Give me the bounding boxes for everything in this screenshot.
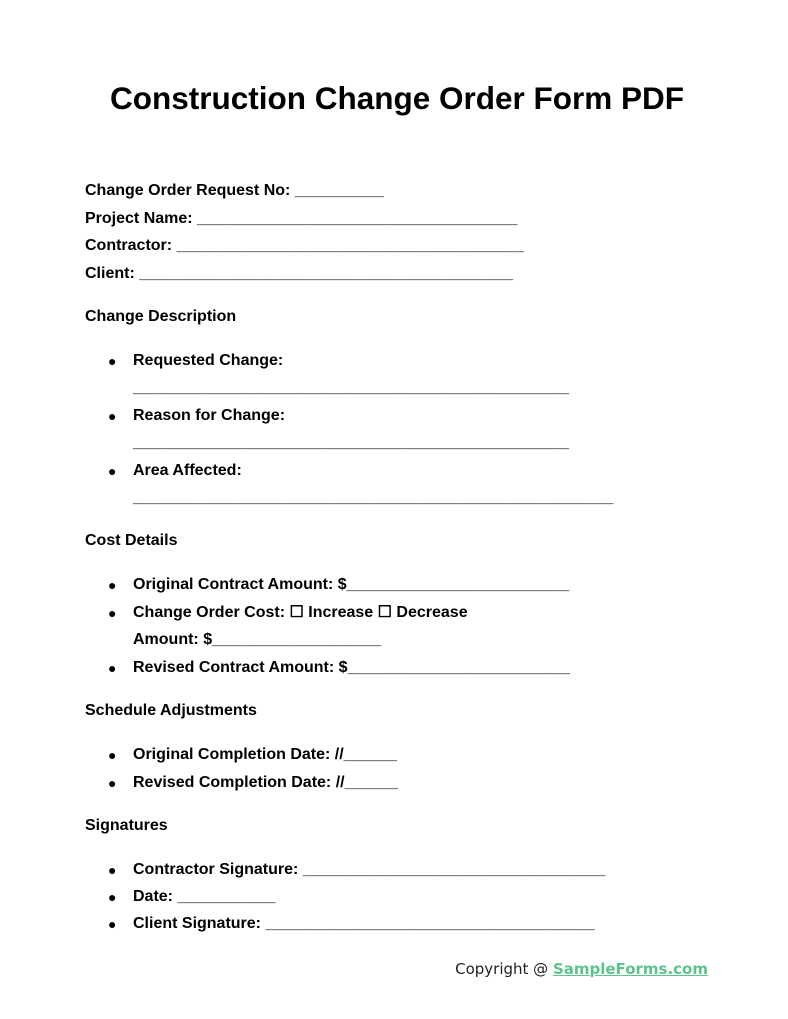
change-order-amount[interactable]: Amount: $___________________ bbox=[133, 631, 382, 648]
field-blank[interactable]: ____________________________________ bbox=[197, 210, 518, 227]
field-blank[interactable]: _______________________________________ bbox=[176, 237, 524, 254]
list-item-revised-completion-date[interactable] bbox=[108, 773, 398, 793]
bullet-icon: ● bbox=[108, 463, 117, 479]
field-label: Change Order Request No: bbox=[85, 182, 291, 199]
field-blank[interactable]: __________ bbox=[294, 182, 384, 199]
section-heading-signatures: Signatures bbox=[85, 817, 168, 834]
bullet-icon: ● bbox=[108, 747, 117, 763]
bullet-icon: ● bbox=[108, 408, 117, 424]
item-text[interactable]: Revised Contract Amount: $_________________________ bbox=[133, 659, 571, 676]
requested-change-line[interactable]: _________________________________________________ bbox=[133, 379, 570, 396]
bullet-icon: ● bbox=[108, 862, 117, 878]
item-label: Area Affected: bbox=[133, 462, 242, 479]
page-title: Construction Change Order Form PDF bbox=[109, 80, 685, 116]
list-item-revised-contract-amount[interactable] bbox=[108, 658, 571, 678]
copyright-prefix: Copyright @ bbox=[455, 960, 553, 978]
copyright-notice bbox=[455, 960, 708, 978]
section-heading-change-description: Change Description bbox=[85, 308, 237, 325]
bullet-icon: ● bbox=[108, 889, 117, 905]
field-change-order-request-no[interactable] bbox=[85, 181, 384, 201]
item-label: Reason for Change: bbox=[133, 407, 286, 424]
field-client[interactable] bbox=[85, 264, 513, 284]
item-text[interactable]: Contractor Signature: __________________________________ bbox=[133, 861, 606, 878]
bullet-icon: ● bbox=[108, 353, 117, 369]
bullet-icon: ● bbox=[108, 775, 117, 791]
item-text[interactable]: Date: ___________ bbox=[133, 888, 276, 905]
item-text[interactable]: Client Signature: _____________________________________ bbox=[133, 915, 595, 932]
area-affected-line[interactable]: ______________________________________________________ bbox=[133, 489, 614, 506]
list-item-area-affected bbox=[108, 461, 242, 481]
list-item-client-signature[interactable] bbox=[108, 914, 595, 934]
item-text[interactable]: Change Order Cost: ☐ Increase ☐ Decrease bbox=[133, 604, 468, 621]
list-item-original-completion-date[interactable] bbox=[108, 745, 398, 765]
field-label: Contractor: bbox=[85, 237, 173, 254]
field-project-name[interactable] bbox=[85, 209, 517, 229]
bullet-icon: ● bbox=[108, 577, 117, 593]
field-label: Project Name: bbox=[85, 210, 193, 227]
list-item-date[interactable] bbox=[108, 887, 276, 907]
list-item-requested-change bbox=[108, 351, 284, 371]
reason-for-change-line[interactable]: _________________________________________________ bbox=[133, 434, 570, 451]
item-label: Requested Change: bbox=[133, 352, 284, 369]
bullet-icon: ● bbox=[108, 605, 117, 621]
brand-link[interactable]: SampleForms.com bbox=[552, 960, 708, 978]
bullet-icon: ● bbox=[108, 916, 117, 932]
field-label: Client: bbox=[85, 265, 135, 282]
list-item-reason-for-change bbox=[108, 406, 286, 426]
field-blank[interactable]: __________________________________________ bbox=[139, 265, 513, 282]
item-text[interactable]: Revised Completion Date: //______ bbox=[133, 774, 398, 791]
bullet-icon: ● bbox=[108, 660, 117, 676]
list-item-change-order-cost[interactable] bbox=[108, 603, 468, 623]
item-text[interactable]: Original Completion Date: //______ bbox=[133, 746, 398, 763]
item-text[interactable]: Original Contract Amount: $_________________________ bbox=[133, 576, 570, 593]
list-item-contractor-signature[interactable] bbox=[108, 860, 606, 880]
field-contractor[interactable] bbox=[85, 236, 524, 256]
section-heading-cost-details: Cost Details bbox=[85, 532, 178, 549]
list-item-original-contract-amount[interactable] bbox=[108, 575, 570, 595]
section-heading-schedule-adjustments: Schedule Adjustments bbox=[85, 702, 257, 719]
